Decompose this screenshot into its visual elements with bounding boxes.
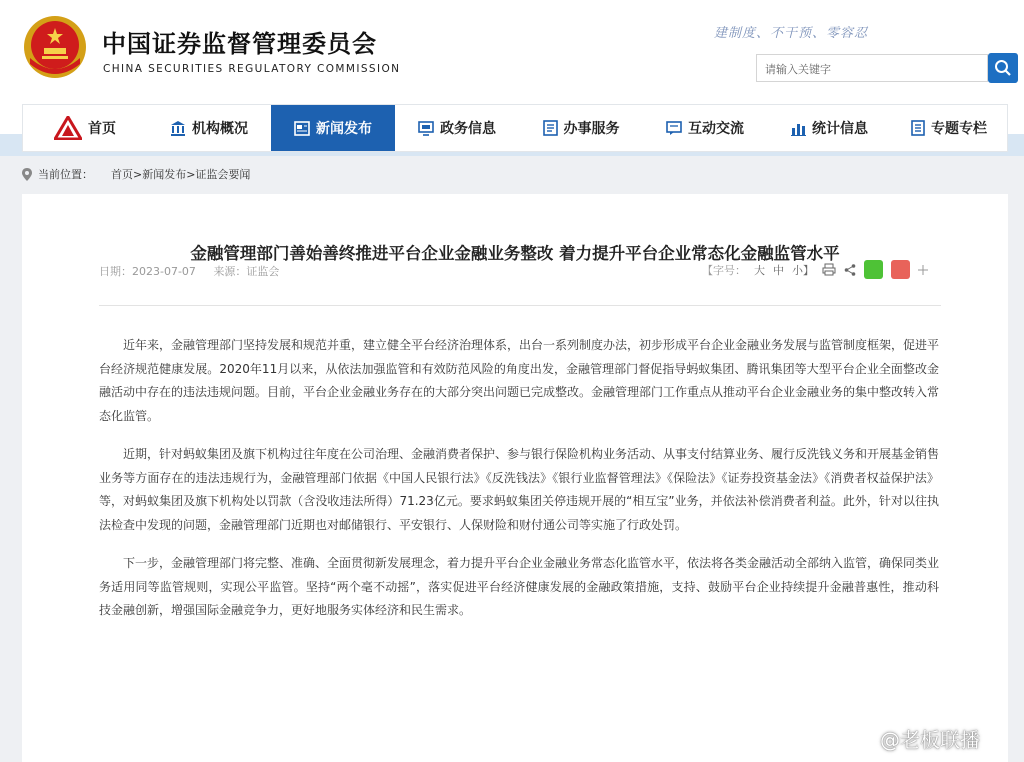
- font-size-label: 【字号：: [702, 263, 746, 277]
- nav-about-label: 机构概况: [192, 121, 248, 137]
- breadcrumb-label: 当前位置：: [38, 168, 93, 181]
- search-button[interactable]: [988, 53, 1018, 83]
- weibo-logo-icon: [842, 727, 874, 751]
- chart-icon: [790, 121, 806, 136]
- site-header: [0, 0, 1024, 104]
- document-icon: [911, 120, 925, 136]
- nav-gov-info-label: 政务信息: [440, 121, 496, 137]
- font-size-small[interactable]: 小】: [792, 263, 814, 277]
- nav-services[interactable]: [519, 105, 643, 151]
- weibo-share-icon[interactable]: [891, 260, 910, 279]
- article-paragraph: 下一步，金融管理部门将完整、准确、全面贯彻新发展理念，着力提升平台企业金融业务常态化监管水平，依法将各类金融活动全部纳入监管，确保同类业务适用同等监管规则，实现公平监管。坚持“两个毫不动摇”，落实促进平台经济健康发展的金融政策措施，支持、鼓励平台企业持续提升金融普惠性，推动科技金融创新，增强国际金融竞争力，更好地服务实体经济和民生需求。: [99, 556, 940, 617]
- article-meta: [99, 263, 293, 279]
- font-size-large[interactable]: 大: [754, 263, 765, 277]
- nav-home-label: 首页: [88, 121, 116, 137]
- search-icon: [994, 59, 1012, 77]
- breadcrumb: [22, 166, 250, 182]
- nav-topics-label: 专题专栏: [931, 121, 987, 137]
- nav-news-label: 新闻发布: [316, 121, 372, 137]
- wechat-share-icon[interactable]: [864, 260, 883, 279]
- nav-interaction[interactable]: [643, 105, 767, 151]
- nav-news[interactable]: [271, 105, 395, 151]
- main-nav: [22, 104, 1008, 152]
- nav-gov-info[interactable]: [395, 105, 519, 151]
- share-icon[interactable]: [844, 264, 856, 276]
- article-source: 来源：证监会: [213, 265, 280, 278]
- nav-services-label: 办事服务: [563, 121, 620, 137]
- national-emblem-icon: [22, 14, 88, 80]
- nav-topics[interactable]: [891, 105, 1007, 151]
- site-title: 中国证券监督管理委员会: [102, 30, 377, 58]
- watermark: [842, 724, 980, 753]
- nav-statistics[interactable]: [767, 105, 891, 151]
- search-input[interactable]: 请输入关键字: [756, 54, 988, 82]
- form-icon: [543, 120, 558, 136]
- article-paragraph: 近年来，金融管理部门坚持发展和规范并重，建立健全平台经济治理体系，出台一系列制度办法，初步形成平台企业金融业务发展与监管制度框架，促进平台经济规范健康发展。2020年11月以来，从依法加强监管和有效防范风险的角度出发，金融管理部门督促指导蚂蚁集团、腾讯集团等大型平台企业全面整改金融活动中存在的违法违规问题。目前，平台企业金融业务存在的大部分突出问题已完成整改。金融管理部门工作重点从推动平台企业金融业务的集中整改转入常态化监管。: [99, 338, 940, 423]
- title-divider: [99, 305, 941, 306]
- csrc-logo-icon: [54, 116, 82, 140]
- plus-icon[interactable]: [918, 265, 928, 275]
- article-body: [99, 334, 939, 638]
- nav-home[interactable]: [23, 105, 147, 151]
- article-title: 金融管理部门善始善终推进平台企业金融业务整改 着力提升平台企业常态化金融监管水平: [190, 244, 840, 263]
- font-size-medium[interactable]: 中: [773, 263, 784, 277]
- location-pin-icon: [22, 168, 32, 181]
- article-date: 日期：2023-07-07: [99, 265, 196, 278]
- article-tools: [702, 260, 928, 279]
- chat-icon: [666, 121, 682, 136]
- nav-about[interactable]: [147, 105, 271, 151]
- site-subtitle: CHINA SECURITIES REGULATORY COMMISSION: [103, 63, 401, 75]
- building-icon: [170, 120, 186, 136]
- breadcrumb-path[interactable]: 首页>新闻发布>证监会要闻: [111, 168, 251, 181]
- article-panel: [22, 194, 1008, 762]
- news-icon: [294, 121, 310, 136]
- slogan: 建制度、不干预、零容忍: [714, 26, 869, 41]
- article-paragraph: 近期，针对蚂蚁集团及旗下机构过往年度在公司治理、金融消费者保护、参与银行保险机构业务活动、从事支付结算业务、履行反洗钱义务和开展基金销售业务等方面存在的违法违规行为，金融管理部门依据《中国人民银行法》《反洗钱法》《银行业监督管理法》《保险法》《证券投资基金法》《消费者权益保护法》等，对蚂蚁集团及旗下机构处以罚款（含没收违法所得）71.23亿元。要求蚂蚁集团关停违规开展的“相互宝”业务，并依法补偿消费者利益。此外，针对以往执法检查中发现的问题，金融管理部门近期也对邮储银行、平安银行、人保财险和财付通公司等实施了行政处罚。: [99, 447, 940, 532]
- print-icon[interactable]: [822, 263, 836, 276]
- watermark-text: @老板联播: [880, 728, 980, 752]
- nav-statistics-label: 统计信息: [812, 121, 868, 137]
- monitor-icon: [418, 121, 434, 136]
- nav-interaction-label: 互动交流: [688, 121, 744, 137]
